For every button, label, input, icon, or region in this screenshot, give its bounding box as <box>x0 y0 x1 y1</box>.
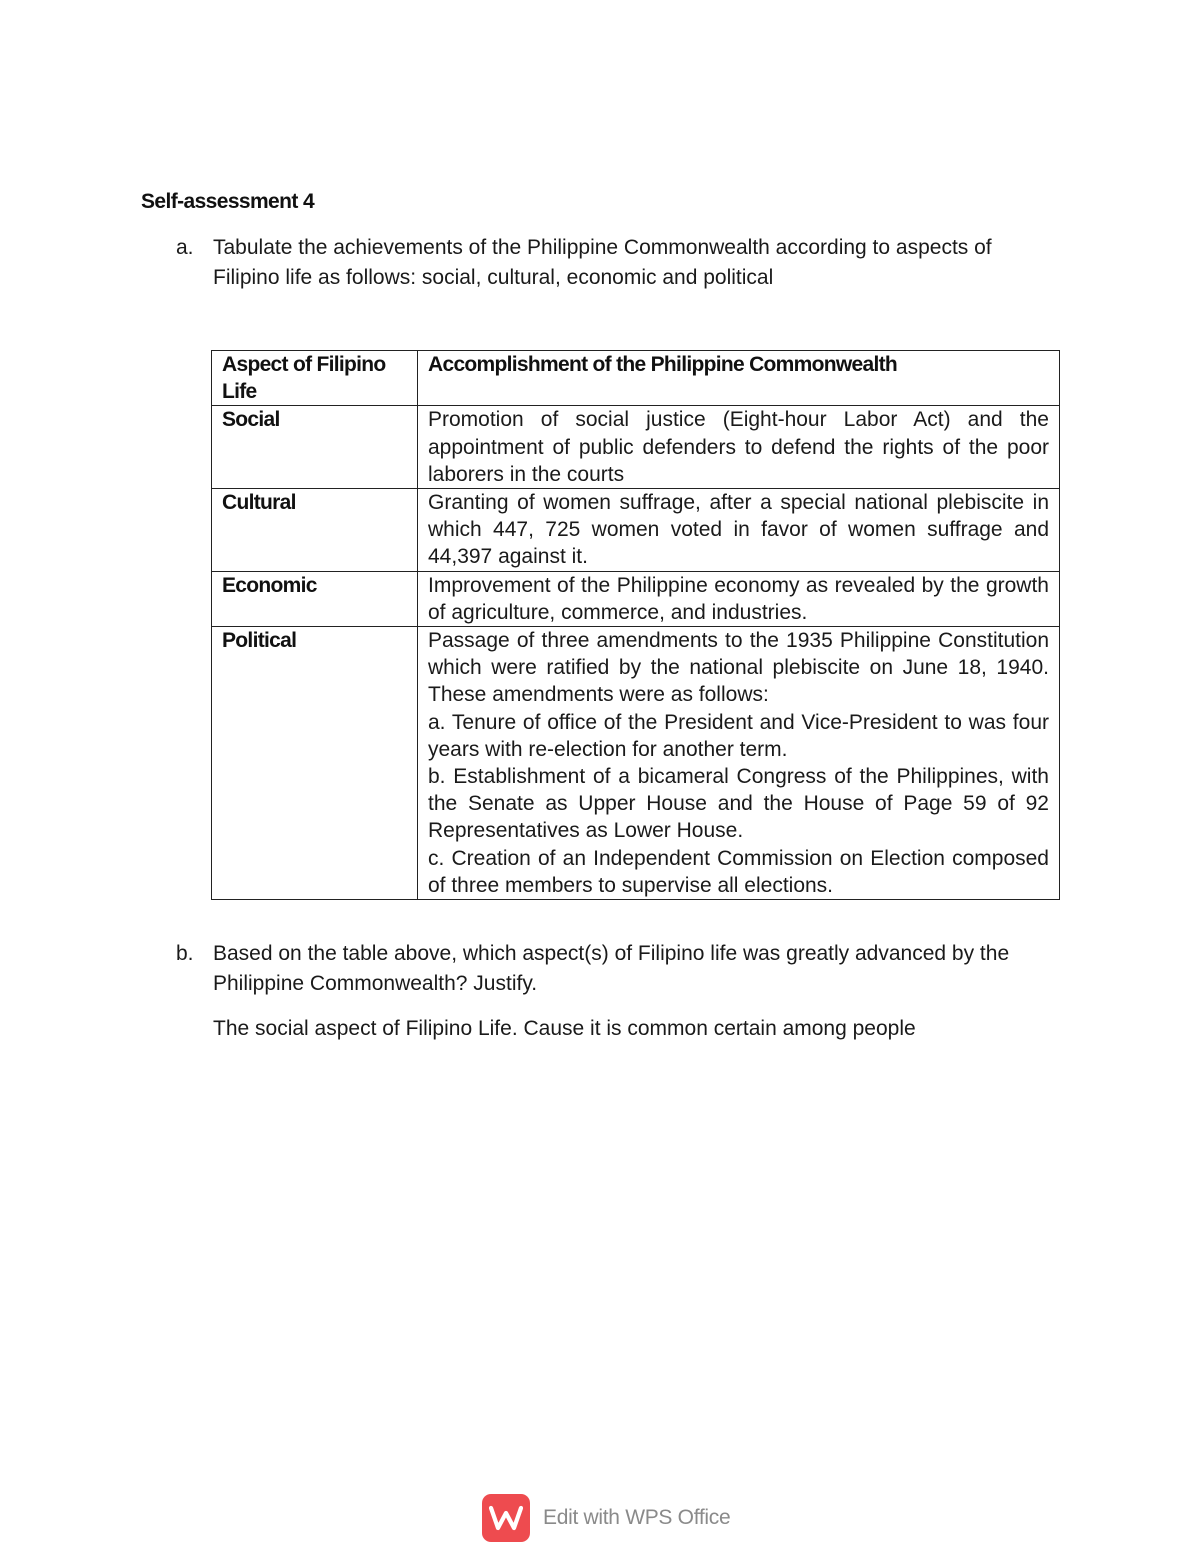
table-row <box>212 406 1060 489</box>
aspect-cell: Social <box>212 406 418 489</box>
achievements-table <box>211 350 1060 900</box>
wps-watermark[interactable] <box>482 1494 730 1542</box>
table-row <box>212 489 1060 572</box>
question-a <box>176 233 1056 293</box>
question-b <box>176 939 1056 999</box>
aspect-cell: Political <box>212 627 418 900</box>
aspect-cell: Economic <box>212 571 418 626</box>
accomplishment-cell <box>418 571 1060 626</box>
amendment-item: a. Tenure of office of the President and Vice-President to was four years with re-election for another term. <box>428 710 1049 761</box>
accomplishment-text: Granting of women suffrage, after a special national plebiscite in which 447, 725 women voted in favor of women suffrage and 44,397 against it. <box>428 491 1049 569</box>
page-title: Self-assessment 4 <box>141 190 315 213</box>
header-aspect: Aspect of Filipino Life <box>212 351 418 406</box>
accomplishment-cell <box>418 489 1060 572</box>
accomplishment-text: Passage of three amendments to the 1935 Philippine Constitution which were ratified by the national plebiscite on June 18, 1940. These amendments were as follows: <box>428 629 1049 707</box>
amendment-item: c. Creation of an Independent Commission on Election composed of three members to supervise all elections. <box>428 846 1049 897</box>
amendment-item: b. Establishment of a bicameral Congress of the Philippines, with the Senate as Upper House and the House of Page 59 of 92 Representatives as Lower House. <box>428 765 1049 843</box>
wps-logo-icon <box>482 1494 530 1542</box>
accomplishment-text: Improvement of the Philippine economy as revealed by the growth of agriculture, commerce, and industries. <box>428 573 1049 624</box>
accomplishment-text: Promotion of social justice (Eight-hour Labor Act) and the appointment of public defenders to defend the rights of the poor laborers in the courts <box>428 408 1049 486</box>
header-accomplishment: Accomplishment of the Philippine Commonwealth <box>418 351 1060 406</box>
table-row <box>212 571 1060 626</box>
watermark-text: Edit with WPS Office <box>543 1506 731 1529</box>
question-a-marker: a. <box>176 236 194 259</box>
table-header-row <box>212 351 1060 406</box>
accomplishment-cell <box>418 627 1060 900</box>
question-b-text: Based on the table above, which aspect(s) of Filipino life was greatly advanced by the Philippine Commonwealth? Justify. <box>213 942 1010 995</box>
question-a-text: Tabulate the achievements of the Philippine Commonwealth according to aspects of Filipino life as follows: social, cultural, economic and political <box>213 236 992 289</box>
aspect-cell: Cultural <box>212 489 418 572</box>
question-b-marker: b. <box>176 942 194 965</box>
table-row <box>212 627 1060 900</box>
answer-b-text: The social aspect of Filipino Life. Cause it is common certain among people <box>213 1017 916 1040</box>
accomplishment-cell <box>418 406 1060 489</box>
